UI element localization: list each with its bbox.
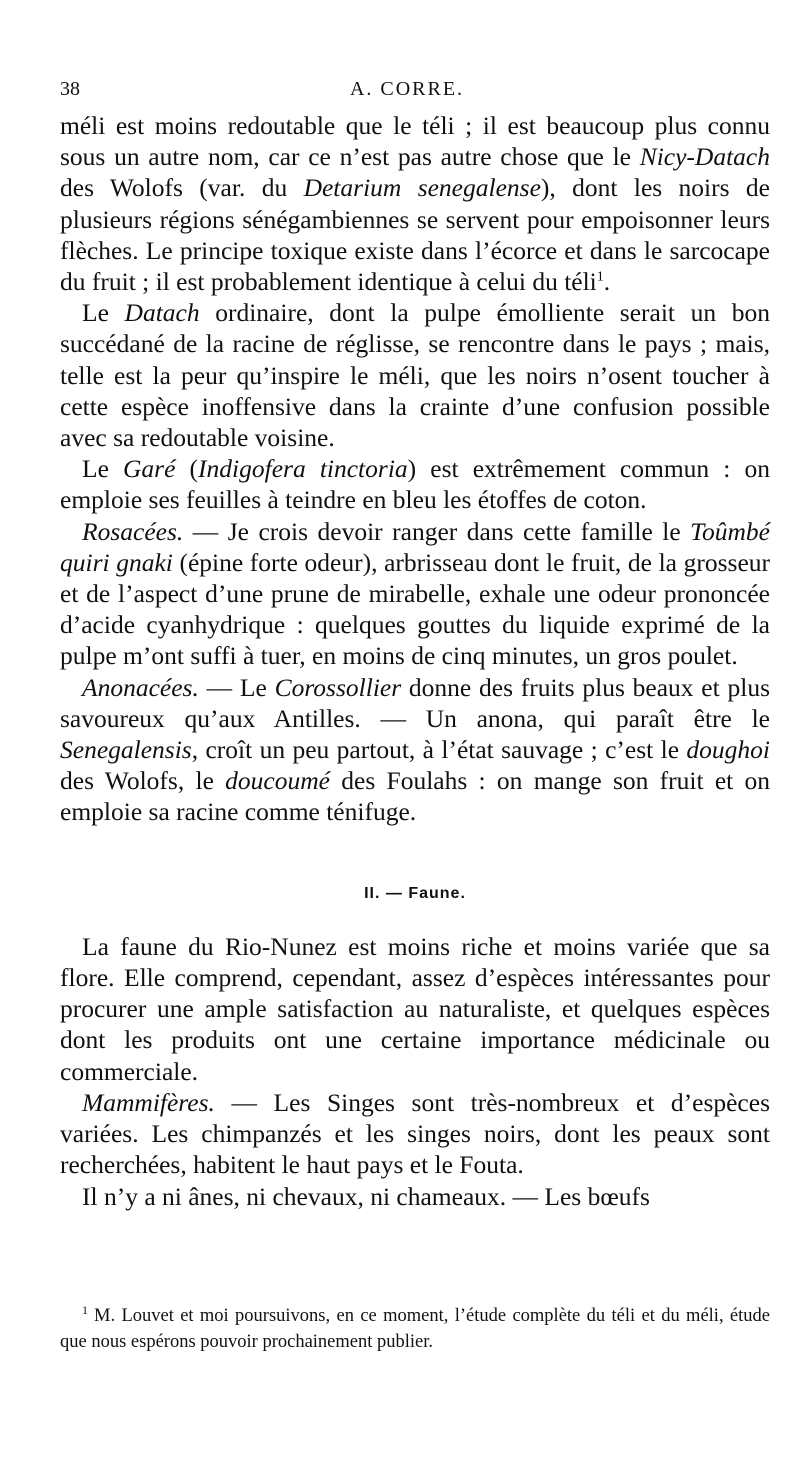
paragraph — [60, 931, 770, 1087]
text-run: des Wolofs (var. du — [60, 173, 304, 203]
paragraph — [60, 297, 770, 453]
text-run: — Je crois devoir ranger dans cette famille le — [183, 516, 691, 546]
text-run: donne des fruits plus beaux et plus savoureux qu’aux Antilles. — Un anona, qui paraît être le — [60, 672, 770, 733]
paragraph — [60, 516, 770, 672]
text-run: . — [603, 267, 611, 297]
paragraph — [60, 110, 770, 297]
paragraphs-before-section — [60, 110, 770, 828]
paragraph — [60, 1181, 770, 1212]
italic-term: doucoumé — [225, 766, 330, 796]
italic-term: Garé — [123, 454, 176, 484]
italic-term: doughoi — [686, 735, 770, 765]
text-run: — Les Singes sont très-nombreux et d’espèces variées. Les chimpanzés et les singes noirs, dont les peaux sont recherchées, habitent le haut pays et le Fouta. — [60, 1087, 770, 1180]
italic-term: Senegalensis — [60, 735, 192, 765]
italic-term: Detarium senegalense — [303, 173, 541, 203]
text-run: La faune du Rio-Nunez est moins riche et moins variée que sa flore. Elle comprend, cependant, assez d’espèces intéressantes pour procurer une ample satisfaction au naturaliste, et quelques espèces dont les produits ont une certaine importance médicinale ou commerciale. — [60, 931, 770, 1086]
italic-term: Corossollier — [274, 672, 402, 702]
section-title: II. — Faune. — [364, 884, 466, 902]
italic-term: Indigofera tinctoria — [198, 454, 408, 484]
text-run: ) est extrêmement commun : on emploie ses feuilles à teindre en bleu les étoffes de coton. — [60, 454, 770, 515]
paragraphs-after-section — [60, 931, 770, 1212]
running-head — [60, 78, 754, 108]
text-run: des Wolofs, le — [60, 766, 226, 796]
paragraph — [60, 672, 770, 828]
footnote-reference: 1 — [596, 269, 604, 285]
text-run: Le — [82, 454, 124, 484]
italic-term: Nicy-Datach — [639, 142, 770, 172]
italic-term: Rosacées. — [82, 516, 184, 546]
text-run: ordinaire, dont la pulpe émolliente serait un bon succédané de la racine de réglisse, se rencontre dans le pays ; mais, telle est la peur qu’inspire le méli, que les noirs n’osent toucher à cette espèce inoffensive dans la crainte d’une confusion possible avec sa redoutable voisine. — [60, 298, 770, 453]
text-run: méli est moins redoutable que le téli ; il est beaucoup plus connu sous un autre nom, car ce n’est pas autre chose que le — [60, 111, 770, 172]
body-text — [60, 110, 770, 1212]
running-head-author: A. CORRE. — [349, 78, 465, 100]
italic-term: Toûmbé quiri gnaki — [60, 516, 770, 577]
text-run: des Foulahs : on mange son fruit et on emploie sa racine comme ténifuge. — [60, 766, 770, 827]
text-run: (épine forte odeur), arbrisseau dont le fruit, de la grosseur et de l’aspect d’une prune de mirabelle, exhale une odeur prononcée d’acide cyanhydrique : quelques gouttes du liquide exprimé de la pulpe m’ont suffi à tuer, en moins de cinq minutes, un gros poulet. — [60, 547, 770, 671]
italic-term: Datach — [124, 298, 200, 328]
text-run: , croît un peu partout, à l’état sauvage ; c’est le — [191, 735, 687, 765]
paragraph — [60, 1087, 770, 1181]
text-run: Le — [82, 298, 125, 328]
text-run: Il n’y a ni ânes, ni chevaux, ni chameaux. — Les bœufs — [82, 1181, 650, 1211]
text-run: — Le — [198, 672, 275, 702]
italic-term: Anonacées. — [82, 672, 199, 702]
text-run: ), dont les noirs de plusieurs régions sénégambiennes se servent pour empoisonner leurs flèches. Le principe toxique existe dans l’écorce et dans le sarcocape du fruit ; il est probablement identique à celui du téli — [60, 173, 770, 297]
paragraph — [60, 453, 770, 515]
footnote-number: 1 — [82, 1302, 88, 1317]
page-number: 38 — [60, 78, 80, 100]
italic-term: Mammifères. — [82, 1087, 215, 1117]
text-run: ( — [175, 454, 199, 484]
footnote — [60, 1303, 770, 1355]
footnote-text: M. Louvet et moi poursuivons, en ce moment, l’étude complète du téli et du méli, étude que nous espérons pouvoir prochainement publier. — [60, 1306, 770, 1352]
